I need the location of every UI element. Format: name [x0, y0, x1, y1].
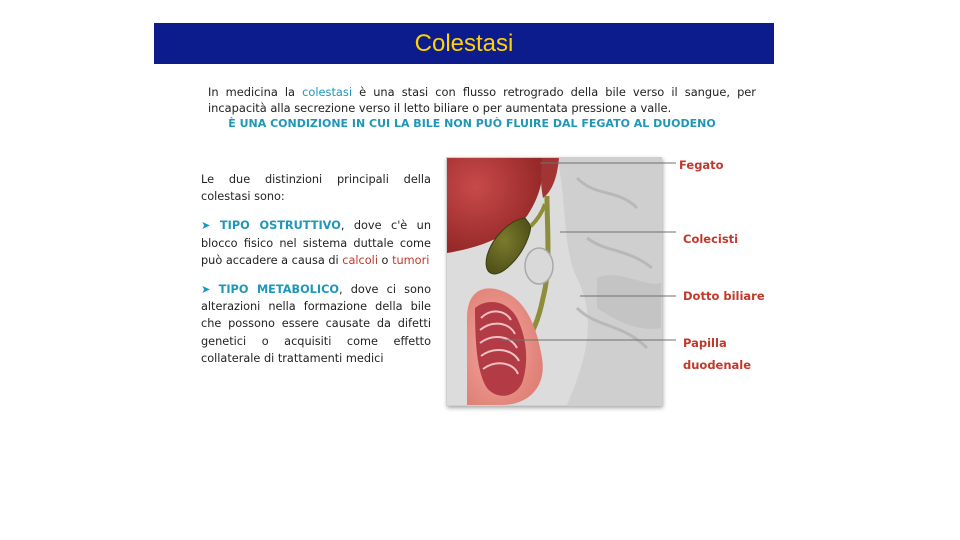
- label-dotto-biliare: Dotto biliare: [683, 289, 765, 303]
- label-papilla: Papilla: [683, 336, 727, 350]
- term-metabolico: TIPO METABOLICO: [218, 283, 339, 297]
- distinctions-lead: Le due distinzioni principali della colestasi sono:: [201, 173, 431, 204]
- label-duodenale: duodenale: [683, 358, 752, 372]
- distinctions-column: [201, 171, 431, 379]
- ostruttivo-text-1: , dove c'è un blocco fisico nel sistema duttale come può accadere a causa di: [201, 219, 431, 267]
- arrow-bullet-icon: ➤: [201, 283, 211, 297]
- arrow-bullet-icon: ➤: [201, 219, 211, 233]
- biliary-anatomy-drawing: [447, 158, 661, 405]
- metabolico-text: , dove ci sono alterazioni nella formazione della bile che possono essere causate da difetti genetici o acquisiti come effetto collaterale di trattamenti medici: [201, 283, 432, 365]
- label-fegato: Fegato: [679, 158, 724, 172]
- label-colecisti: Colecisti: [683, 232, 739, 246]
- intro-text-2: è una stasi con flusso retrogrado della bile verso il sangue, per incapacità alla secrezione verso il letto biliare o per aumentata pressione a valle.: [208, 85, 756, 115]
- intro-text-1: In medicina la: [208, 85, 303, 99]
- anatomy-illustration: [446, 157, 662, 406]
- intro-caps-statement: È UNA CONDIZIONE IN CUI LA BILE NON PUÒ FLUIRE DAL FEGATO AL DUODENO: [228, 117, 716, 130]
- term-tumori: tumori: [392, 253, 430, 267]
- slide-title: Colestasi: [154, 23, 774, 64]
- term-calcoli: calcoli: [342, 253, 378, 267]
- ostruttivo-text-2: o: [377, 253, 393, 267]
- intro-highlight-term: colestasi: [302, 85, 353, 99]
- item-metabolico: [201, 281, 431, 367]
- intro-paragraph: [208, 84, 756, 132]
- term-ostruttivo: TIPO OSTRUTTIVO: [219, 219, 341, 233]
- item-ostruttivo: [201, 217, 431, 269]
